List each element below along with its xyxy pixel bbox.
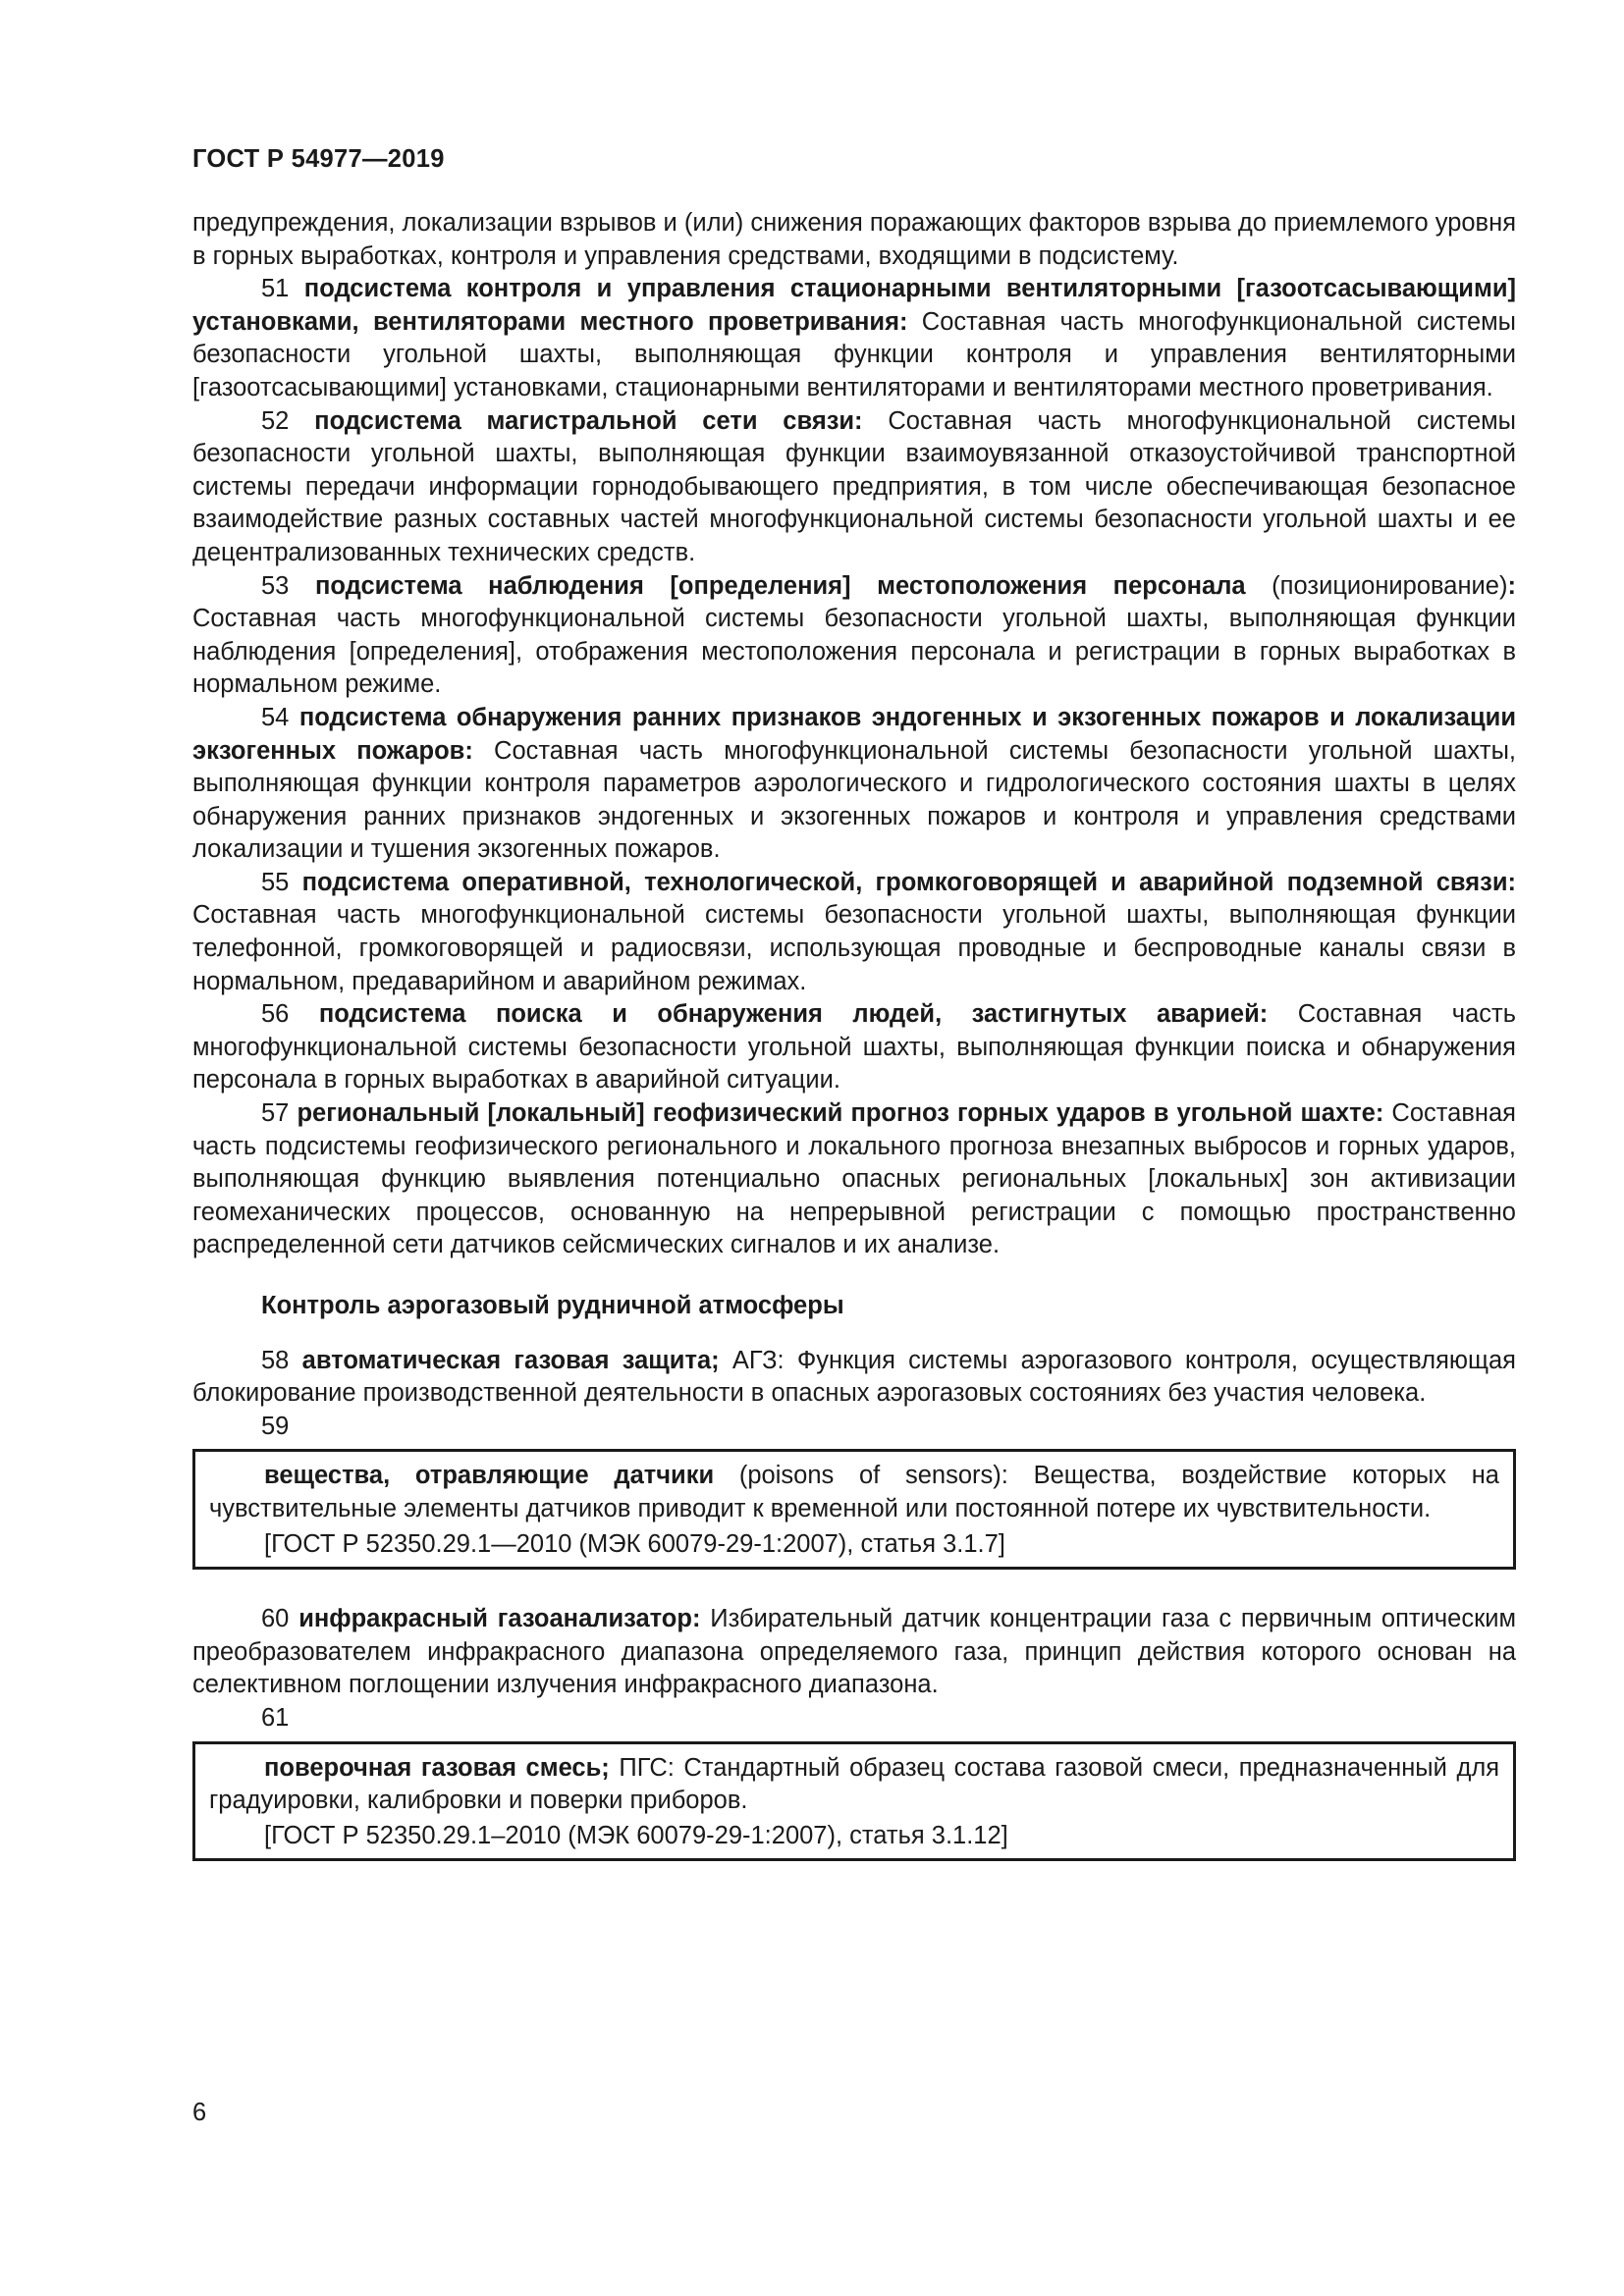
term-59-number: 59: [261, 1412, 290, 1440]
term-title: подсистема магистральной сети связи:: [314, 406, 863, 435]
term-number: 51: [261, 275, 290, 303]
term-number: 56: [261, 1000, 290, 1029]
term-definition: Составная часть многофункциональной системы безопасности угольной шахты, выполняющая функции взаимоувязанной отказоустойчивой транспортной системы передачи информации горнодобывающего предприятия, в том числе обеспечивающая безопасное взаимодействие разных составных частей многофункциональной системы безопасности угольной шахты и ее децентрализованных технических средств.: [192, 406, 1516, 566]
document-page: [192, 145, 1516, 1861]
term-title: поверочная газовая смесь;: [264, 1753, 610, 1782]
term-definition: Составная часть многофункциональной системы безопасности угольной шахты, выполняющая функции поиска и обнаружения персонала в горных выработках в аварийной ситуации.: [192, 1000, 1516, 1095]
term-definition: Составная часть многофункциональной системы безопасности угольной шахты, выполняющая функции контроля параметров аэрологического и гидрологического состояния шахты в целях обнаружения ранних признаков эндогенных и экзогенных пожаров и контроля и управления средствами локализации и тушения экзогенных пожаров.: [192, 736, 1516, 864]
term-source-reference: [ГОСТ Р 52350.29.1—2010 (МЭК 60079-29-1:2007), статья 3.1.7]: [264, 1529, 1005, 1558]
page-number: 6: [192, 2099, 207, 2126]
term-definition: Вещества, воздействие которых на чувствительные элементы датчиков приводит к временной или постоянной потере их чувствительности.: [209, 1462, 1499, 1522]
term-number: 58: [261, 1346, 290, 1374]
term-number: 54: [261, 703, 290, 731]
term-61: [209, 1752, 1499, 1818]
term-title: подсистема обнаружения ранних признаков эндогенных и экзогенных пожаров и локализации экзогенных пожаров:: [192, 703, 1516, 765]
term-title: вещества, отравляющие датчики: [264, 1462, 715, 1490]
term-number: 53: [261, 571, 290, 600]
term-definition: ПГС: Стандартный образец состава газовой смеси, предназначенный для градуировки, калибровки и поверки приборов.: [209, 1753, 1500, 1815]
term-52: [192, 405, 1516, 570]
term-definition: Составная часть многофункциональной системы безопасности угольной шахты, выполняющая функции телефонной, громкоговорящей и радиосвязи, использующая проводные и беспроводные каналы связи в нормальном, предаварийном и аварийном режимах.: [192, 901, 1516, 995]
term-definition: Составная часть многофункциональной системы безопасности угольной шахты, выполняющая функции контроля и управления вентиляторными [газоотсасывающими] установками, стационарными вентиляторами и вентиляторами местного проветривания.: [192, 307, 1516, 401]
term-59-box: [192, 1449, 1516, 1570]
document-header: ГОСТ Р 54977—2019: [192, 145, 445, 173]
term-59: [209, 1460, 1499, 1525]
term-title: подсистема оперативной, технологической, громкоговорящей и аварийной подземной связи:: [301, 868, 1516, 896]
term-title: автоматическая газовая защита;: [301, 1346, 720, 1374]
term-number: 55: [261, 868, 290, 896]
term-definition: Составная часть подсистемы геофизического регионального и локального прогноза внезапных выбросов и горных ударов, выполняющая функцию выявления потенциально опасных региональных [локальных] зон активизации геомеханических процессов, основанную на непрерывной регистрации с помощью пространственно распределенной сети датчиков сейсмических сигналов и их анализе.: [192, 1099, 1516, 1259]
term-56: [192, 998, 1516, 1097]
term-title: инфракрасный газоанализатор:: [298, 1605, 701, 1633]
term-number: 60: [261, 1605, 290, 1633]
term-title: региональный [локальный] геофизический прогноз горных ударов в угольной шахте:: [297, 1099, 1384, 1128]
term-qualifier: (позиционирование): [1245, 571, 1508, 600]
term-title: подсистема поиска и обнаружения людей, застигнутых аварией:: [318, 1000, 1269, 1029]
term-english: (poisons of sensors):: [714, 1462, 1008, 1490]
term-60: [192, 1603, 1516, 1702]
term-61-number: 61: [261, 1703, 290, 1732]
term-53: [192, 570, 1516, 702]
term-58: [192, 1345, 1516, 1411]
term-number: 52: [261, 406, 290, 435]
term-source-reference: [ГОСТ Р 52350.29.1–2010 (МЭК 60079-29-1:2007), статья 3.1.12]: [264, 1821, 1008, 1849]
term-title: подсистема наблюдения [определения] местоположения персонала: [314, 571, 1246, 600]
term-definition: Избирательный датчик концентрации газа с первичным оптическим преобразователем инфракрасного диапазона определяемого газа, принцип действия которого основан на селективном поглощении излучения инфракрасного диапазона.: [192, 1605, 1516, 1699]
term-51: [192, 273, 1516, 404]
term-definition: Составная часть многофункциональной системы безопасности угольной шахты, выполняющая функции наблюдения [определения], отображения местоположения персонала и регистрации в горных выработках в нормальном режиме.: [192, 605, 1516, 699]
term-54: [192, 702, 1516, 867]
term-55: [192, 867, 1516, 998]
term-61-box: [192, 1741, 1516, 1862]
term-57: [192, 1097, 1516, 1262]
term-definition: АГЗ: Функция системы аэрогазового контроля, осуществляющая блокирование производственной деятельности в опасных аэрогазовых состояниях без участия человека.: [192, 1346, 1516, 1408]
term-number: 57: [261, 1099, 290, 1128]
term-title: подсистема контроля и управления стационарными вентиляторными [газоотсасывающими] установками, вентиляторами местного проветривания:: [192, 275, 1516, 336]
paragraph-continuation: предупреждения, локализации взрывов и (или) снижения поражающих факторов взрыва до приемлемого уровня в горных выработках, контроля и управления средствами, входящими в подсистему.: [192, 209, 1516, 270]
term-colon: :: [1507, 571, 1516, 600]
spacer: [192, 1570, 1516, 1603]
section-heading: Контроль аэрогазовый рудничной атмосферы: [261, 1292, 844, 1319]
